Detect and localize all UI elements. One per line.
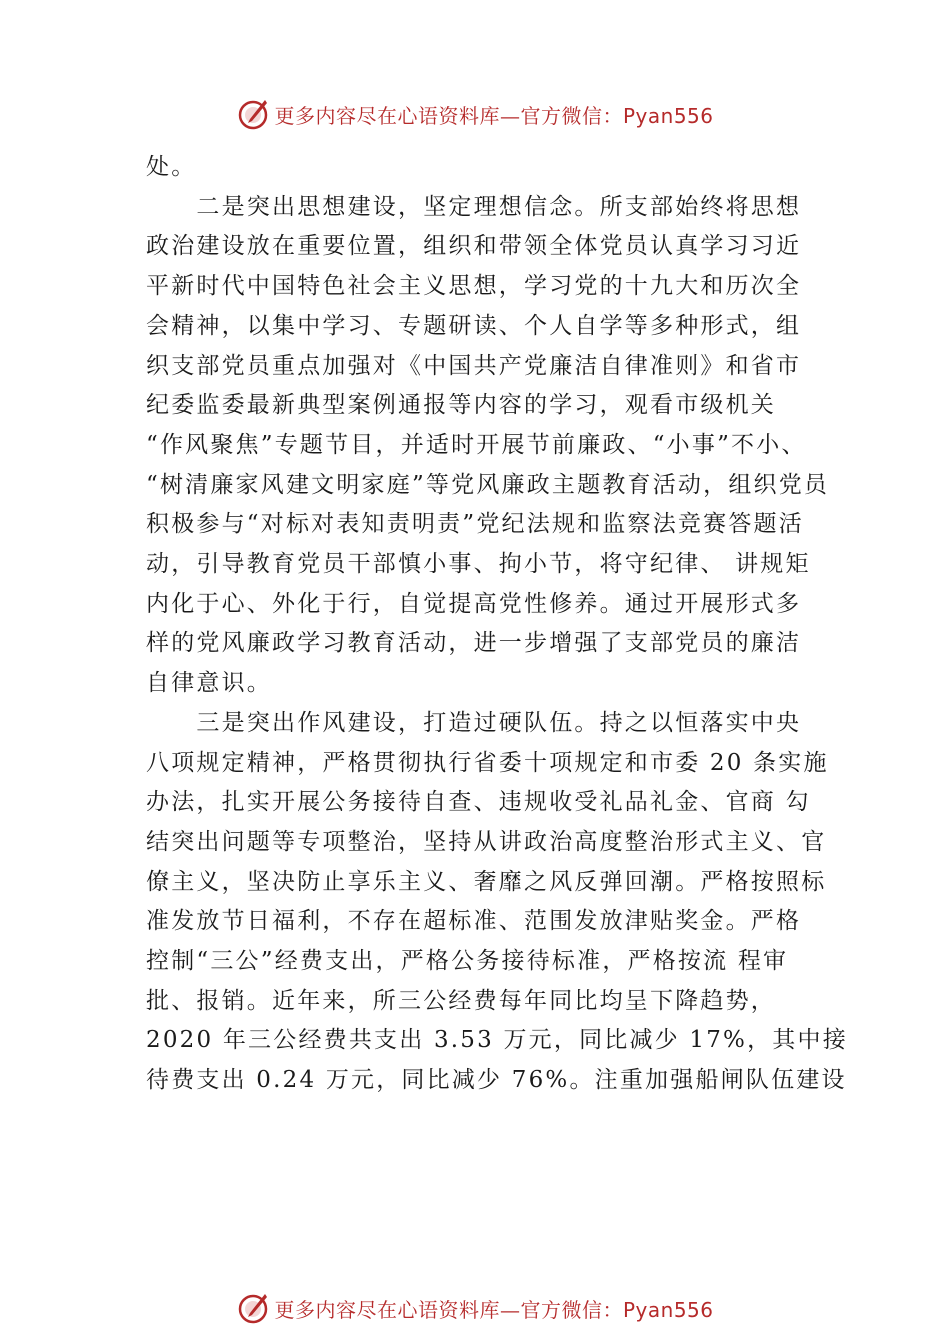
footer-banner-text: 更多内容尽在心语资料库—官方微信：Pyan556 — [274, 1297, 714, 1322]
text-line: 样的党风廉政学习教育活动，进一步增强了支部党员的廉洁 — [146, 630, 802, 657]
text-line: 八项规定精神，严格贯彻执行省委十项规定和市委 20 条实施 — [146, 749, 829, 776]
text-line: 二是突出思想建设，坚定理想信念。所支部始终将思想 — [146, 193, 802, 220]
text-line: 纪委监委最新典型案例通报等内容的学习，观看市级机关 — [146, 392, 776, 419]
text-line: 会精神，以集中学习、专题研读、个人自学等多种形式，组 — [146, 312, 802, 339]
text-line: 批、报销。近年来，所三公经费每年同比均呈下降趋势， — [146, 987, 776, 1014]
wechat-id: Pyan556 — [622, 1297, 714, 1322]
text-line: 政治建设放在重要位置，组织和带领全体党员认真学习习近 — [146, 233, 802, 260]
text-line: 结突出问题等专项整治，坚持从讲政治高度整治形式主义、官 — [146, 828, 827, 855]
text-line: 三是突出作风建设，打造过硬队伍。持之以恒落实中央 — [146, 709, 802, 736]
quill-pen-logo-icon — [236, 1291, 270, 1325]
text-line: 动，引导教育党员干部慎小事、拘小节，将守纪律、 讲规矩 — [146, 551, 811, 578]
header-banner — [0, 94, 950, 134]
text-line: 2020 年三公经费共支出 3.53 万元，同比减少 17%，其中接 — [146, 1027, 848, 1054]
text-line: 准发放节日福利，不存在超标准、范围发放津贴奖金。严格 — [146, 908, 802, 935]
text-line: “作风聚焦”专题节目，并适时开展节前廉政、“小事”不小、 — [146, 431, 807, 458]
text-line: 办法，扎实开展公务接待自查、违规收受礼品礼金、官商 勾 — [146, 789, 811, 816]
text-line: 自律意识。 — [146, 670, 272, 697]
text-line: 积极参与“对标对表知责明责”党纪法规和监察法竞赛答题活 — [146, 511, 804, 538]
header-banner-text: 更多内容尽在心语资料库—官方微信：Pyan556 — [274, 103, 714, 128]
text-line: 内化于心、外化于行，自觉提高党性修养。通过开展形式多 — [146, 590, 802, 617]
text-line: 织支部党员重点加强对《中国共产党廉洁自律准则》和省市 — [146, 352, 802, 379]
text-line: 处。 — [146, 154, 197, 180]
text-line: 待费支出 0.24 万元，同比减少 76%。注重加强船闸队伍建设 — [146, 1067, 847, 1094]
quill-pen-logo-icon — [236, 97, 270, 131]
text-line: 控制“三公”经费支出，严格公务接待标准，严格按流 程审 — [146, 948, 789, 975]
wechat-id: Pyan556 — [622, 103, 714, 128]
document-body — [146, 148, 848, 1101]
text-line: “树清廉家风建文明家庭”等党风廉政主题教育活动，组织党员 — [146, 471, 830, 498]
footer-banner — [0, 1288, 950, 1328]
text-line: 僚主义，坚决防止享乐主义、奢靡之风反弹回潮。严格按照标 — [146, 868, 827, 895]
text-line: 平新时代中国特色社会主义思想，学习党的十九大和历次全 — [146, 273, 802, 300]
